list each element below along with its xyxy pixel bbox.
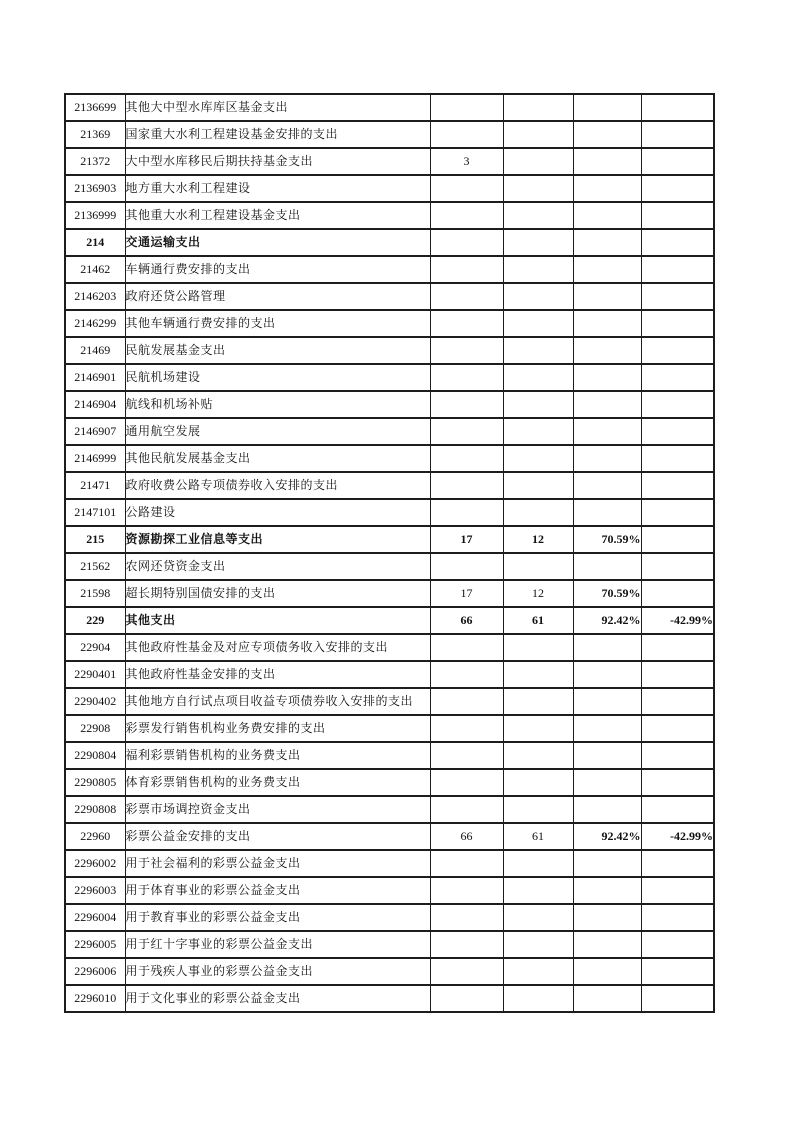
col1-cell [430,310,503,337]
code-cell: 2146203 [65,283,125,310]
code-cell: 22960 [65,823,125,850]
col2-cell [503,175,573,202]
col1-cell [430,472,503,499]
col4-cell [641,931,714,958]
col4-cell [641,472,714,499]
code-cell: 21598 [65,580,125,607]
table-row [65,121,714,148]
name-cell: 用于教育事业的彩票公益金支出 [125,904,430,931]
col4-cell [641,877,714,904]
name-cell: 交通运输支出 [125,229,430,256]
name-cell: 民航发展基金支出 [125,337,430,364]
name-cell: 公路建设 [125,499,430,526]
col3-cell [573,391,641,418]
name-cell: 彩票发行销售机构业务费安排的支出 [125,715,430,742]
table-row [65,364,714,391]
col2-cell [503,418,573,445]
col3-cell [573,229,641,256]
col2-cell [503,337,573,364]
col4-cell [641,391,714,418]
col1-cell [430,985,503,1012]
code-cell: 2290402 [65,688,125,715]
code-cell: 2296006 [65,958,125,985]
col1-cell [430,175,503,202]
table-row [65,94,714,121]
col1-cell [430,796,503,823]
name-cell: 民航机场建设 [125,364,430,391]
col4-cell [641,418,714,445]
col4-cell [641,985,714,1012]
col4-cell [641,499,714,526]
table-row [65,175,714,202]
table-row [65,580,714,607]
name-cell: 用于社会福利的彩票公益金支出 [125,850,430,877]
name-cell: 福利彩票销售机构的业务费支出 [125,742,430,769]
name-cell: 用于文化事业的彩票公益金支出 [125,985,430,1012]
table-row [65,904,714,931]
table-row [65,472,714,499]
code-cell: 215 [65,526,125,553]
col3-cell [573,796,641,823]
table-row [65,526,714,553]
code-cell: 2136999 [65,202,125,229]
col4-cell [641,553,714,580]
col1-cell [430,391,503,418]
col3-cell [573,472,641,499]
name-cell: 彩票公益金安排的支出 [125,823,430,850]
col4-cell [641,337,714,364]
code-cell: 2290805 [65,769,125,796]
col1-cell [430,229,503,256]
table-row [65,796,714,823]
col1-cell [430,283,503,310]
code-cell: 2146904 [65,391,125,418]
col2-cell [503,850,573,877]
code-cell: 2290808 [65,796,125,823]
budget-table [64,93,715,1013]
name-cell: 体育彩票销售机构的业务费支出 [125,769,430,796]
name-cell: 其他政府性基金安排的支出 [125,661,430,688]
col2-cell [503,553,573,580]
col3-cell [573,310,641,337]
col3-cell [573,688,641,715]
col3-cell [573,553,641,580]
code-cell: 2146907 [65,418,125,445]
code-cell: 2296002 [65,850,125,877]
col3-cell [573,850,641,877]
name-cell: 政府还贷公路管理 [125,283,430,310]
col3-cell [573,769,641,796]
col3-cell [573,256,641,283]
col3-cell [573,418,641,445]
table-row [65,310,714,337]
col3-cell: 92.42% [573,823,641,850]
col2-cell [503,391,573,418]
code-cell: 21372 [65,148,125,175]
code-cell: 22908 [65,715,125,742]
col4-cell [641,769,714,796]
col3-cell [573,337,641,364]
col2-cell [503,283,573,310]
table-row [65,931,714,958]
name-cell: 航线和机场补贴 [125,391,430,418]
col4-cell [641,148,714,175]
col2-cell: 61 [503,607,573,634]
col1-cell [430,445,503,472]
col1-cell [430,634,503,661]
col2-cell [503,148,573,175]
code-cell: 2296010 [65,985,125,1012]
col3-cell [573,904,641,931]
col2-cell [503,931,573,958]
code-cell: 2290804 [65,742,125,769]
table-row [65,445,714,472]
col2-cell [503,472,573,499]
table-row [65,661,714,688]
name-cell: 其他车辆通行费安排的支出 [125,310,430,337]
code-cell: 2296005 [65,931,125,958]
table-row [65,688,714,715]
col1-cell [430,661,503,688]
col1-cell [430,742,503,769]
col2-cell [503,985,573,1012]
code-cell: 229 [65,607,125,634]
code-cell: 21369 [65,121,125,148]
name-cell: 地方重大水利工程建设 [125,175,430,202]
table-row [65,391,714,418]
name-cell: 其他重大水利工程建设基金支出 [125,202,430,229]
name-cell: 其他大中型水库库区基金支出 [125,94,430,121]
table-row [65,283,714,310]
code-cell: 2146999 [65,445,125,472]
col2-cell [503,499,573,526]
col1-cell: 3 [430,148,503,175]
col3-cell [573,715,641,742]
col1-cell [430,364,503,391]
col3-cell [573,661,641,688]
code-cell: 2296003 [65,877,125,904]
col2-cell [503,688,573,715]
code-cell: 2147101 [65,499,125,526]
col4-cell [641,283,714,310]
col4-cell [641,958,714,985]
code-cell: 21471 [65,472,125,499]
col4-cell [641,634,714,661]
col4-cell [641,364,714,391]
col4-cell [641,580,714,607]
col3-cell [573,634,641,661]
col4-cell [641,850,714,877]
code-cell: 214 [65,229,125,256]
col4-cell [641,661,714,688]
name-cell: 国家重大水利工程建设基金安排的支出 [125,121,430,148]
table-row [65,229,714,256]
name-cell: 其他政府性基金及对应专项债务收入安排的支出 [125,634,430,661]
col1-cell [430,715,503,742]
table-row [65,607,714,634]
col4-cell [641,796,714,823]
col1-cell: 66 [430,607,503,634]
col3-cell [573,283,641,310]
table-row [65,715,714,742]
col2-cell [503,877,573,904]
table-row [65,823,714,850]
col3-cell [573,958,641,985]
code-cell: 2136903 [65,175,125,202]
table-row [65,256,714,283]
col4-cell [641,526,714,553]
name-cell: 其他民航发展基金支出 [125,445,430,472]
col1-cell [430,256,503,283]
col2-cell [503,958,573,985]
col1-cell [430,769,503,796]
col4-cell: -42.99% [641,607,714,634]
name-cell: 大中型水库移民后期扶持基金支出 [125,148,430,175]
col3-cell [573,985,641,1012]
name-cell: 资源勘探工业信息等支出 [125,526,430,553]
name-cell: 其他支出 [125,607,430,634]
code-cell: 2290401 [65,661,125,688]
name-cell: 其他地方自行试点项目收益专项债券收入安排的支出 [125,688,430,715]
col4-cell [641,94,714,121]
col1-cell: 17 [430,526,503,553]
col2-cell [503,445,573,472]
name-cell: 政府收费公路专项债券收入安排的支出 [125,472,430,499]
table-row [65,553,714,580]
col2-cell: 12 [503,580,573,607]
col4-cell [641,310,714,337]
col2-cell [503,904,573,931]
name-cell: 农网还贷资金支出 [125,553,430,580]
code-cell: 2146901 [65,364,125,391]
name-cell: 用于残疾人事业的彩票公益金支出 [125,958,430,985]
col3-cell [573,499,641,526]
col4-cell [641,715,714,742]
col1-cell [430,688,503,715]
col2-cell [503,634,573,661]
table-row [65,202,714,229]
col3-cell [573,202,641,229]
code-cell: 2296004 [65,904,125,931]
table-row [65,877,714,904]
col3-cell [573,175,641,202]
col2-cell [503,229,573,256]
code-cell: 2146299 [65,310,125,337]
col2-cell: 61 [503,823,573,850]
col2-cell [503,121,573,148]
col2-cell [503,94,573,121]
col2-cell [503,202,573,229]
table-row [65,850,714,877]
name-cell: 车辆通行费安排的支出 [125,256,430,283]
col3-cell [573,364,641,391]
col2-cell [503,742,573,769]
table-row [65,958,714,985]
col1-cell [430,553,503,580]
col4-cell [641,202,714,229]
table-row [65,337,714,364]
table-row [65,742,714,769]
col4-cell [641,175,714,202]
col1-cell [430,877,503,904]
name-cell: 用于体育事业的彩票公益金支出 [125,877,430,904]
col1-cell [430,499,503,526]
col4-cell [641,904,714,931]
col2-cell [503,715,573,742]
col3-cell [573,445,641,472]
code-cell: 21462 [65,256,125,283]
col2-cell: 12 [503,526,573,553]
col1-cell [430,850,503,877]
col3-cell [573,931,641,958]
col3-cell: 92.42% [573,607,641,634]
code-cell: 21562 [65,553,125,580]
col2-cell [503,310,573,337]
col4-cell [641,121,714,148]
col2-cell [503,769,573,796]
col1-cell [430,94,503,121]
table-row [65,985,714,1012]
col1-cell [430,202,503,229]
table-row [65,418,714,445]
col1-cell [430,337,503,364]
col3-cell [573,94,641,121]
col3-cell [573,742,641,769]
code-cell: 2136699 [65,94,125,121]
budget-table-body [65,94,714,1012]
col1-cell [430,121,503,148]
col4-cell [641,256,714,283]
col3-cell [573,148,641,175]
col1-cell [430,904,503,931]
name-cell: 通用航空发展 [125,418,430,445]
col4-cell [641,229,714,256]
col4-cell [641,742,714,769]
code-cell: 21469 [65,337,125,364]
col4-cell [641,688,714,715]
code-cell: 22904 [65,634,125,661]
col1-cell: 17 [430,580,503,607]
col1-cell [430,418,503,445]
col1-cell: 66 [430,823,503,850]
col4-cell [641,445,714,472]
col2-cell [503,256,573,283]
col2-cell [503,796,573,823]
col3-cell: 70.59% [573,526,641,553]
col1-cell [430,931,503,958]
col2-cell [503,661,573,688]
table-row [65,148,714,175]
col2-cell [503,364,573,391]
col3-cell [573,877,641,904]
name-cell: 用于红十字事业的彩票公益金支出 [125,931,430,958]
col3-cell: 70.59% [573,580,641,607]
name-cell: 彩票市场调控资金支出 [125,796,430,823]
col3-cell [573,121,641,148]
table-row [65,499,714,526]
col4-cell: -42.99% [641,823,714,850]
table-row [65,634,714,661]
table-row [65,769,714,796]
name-cell: 超长期特别国债安排的支出 [125,580,430,607]
col1-cell [430,958,503,985]
